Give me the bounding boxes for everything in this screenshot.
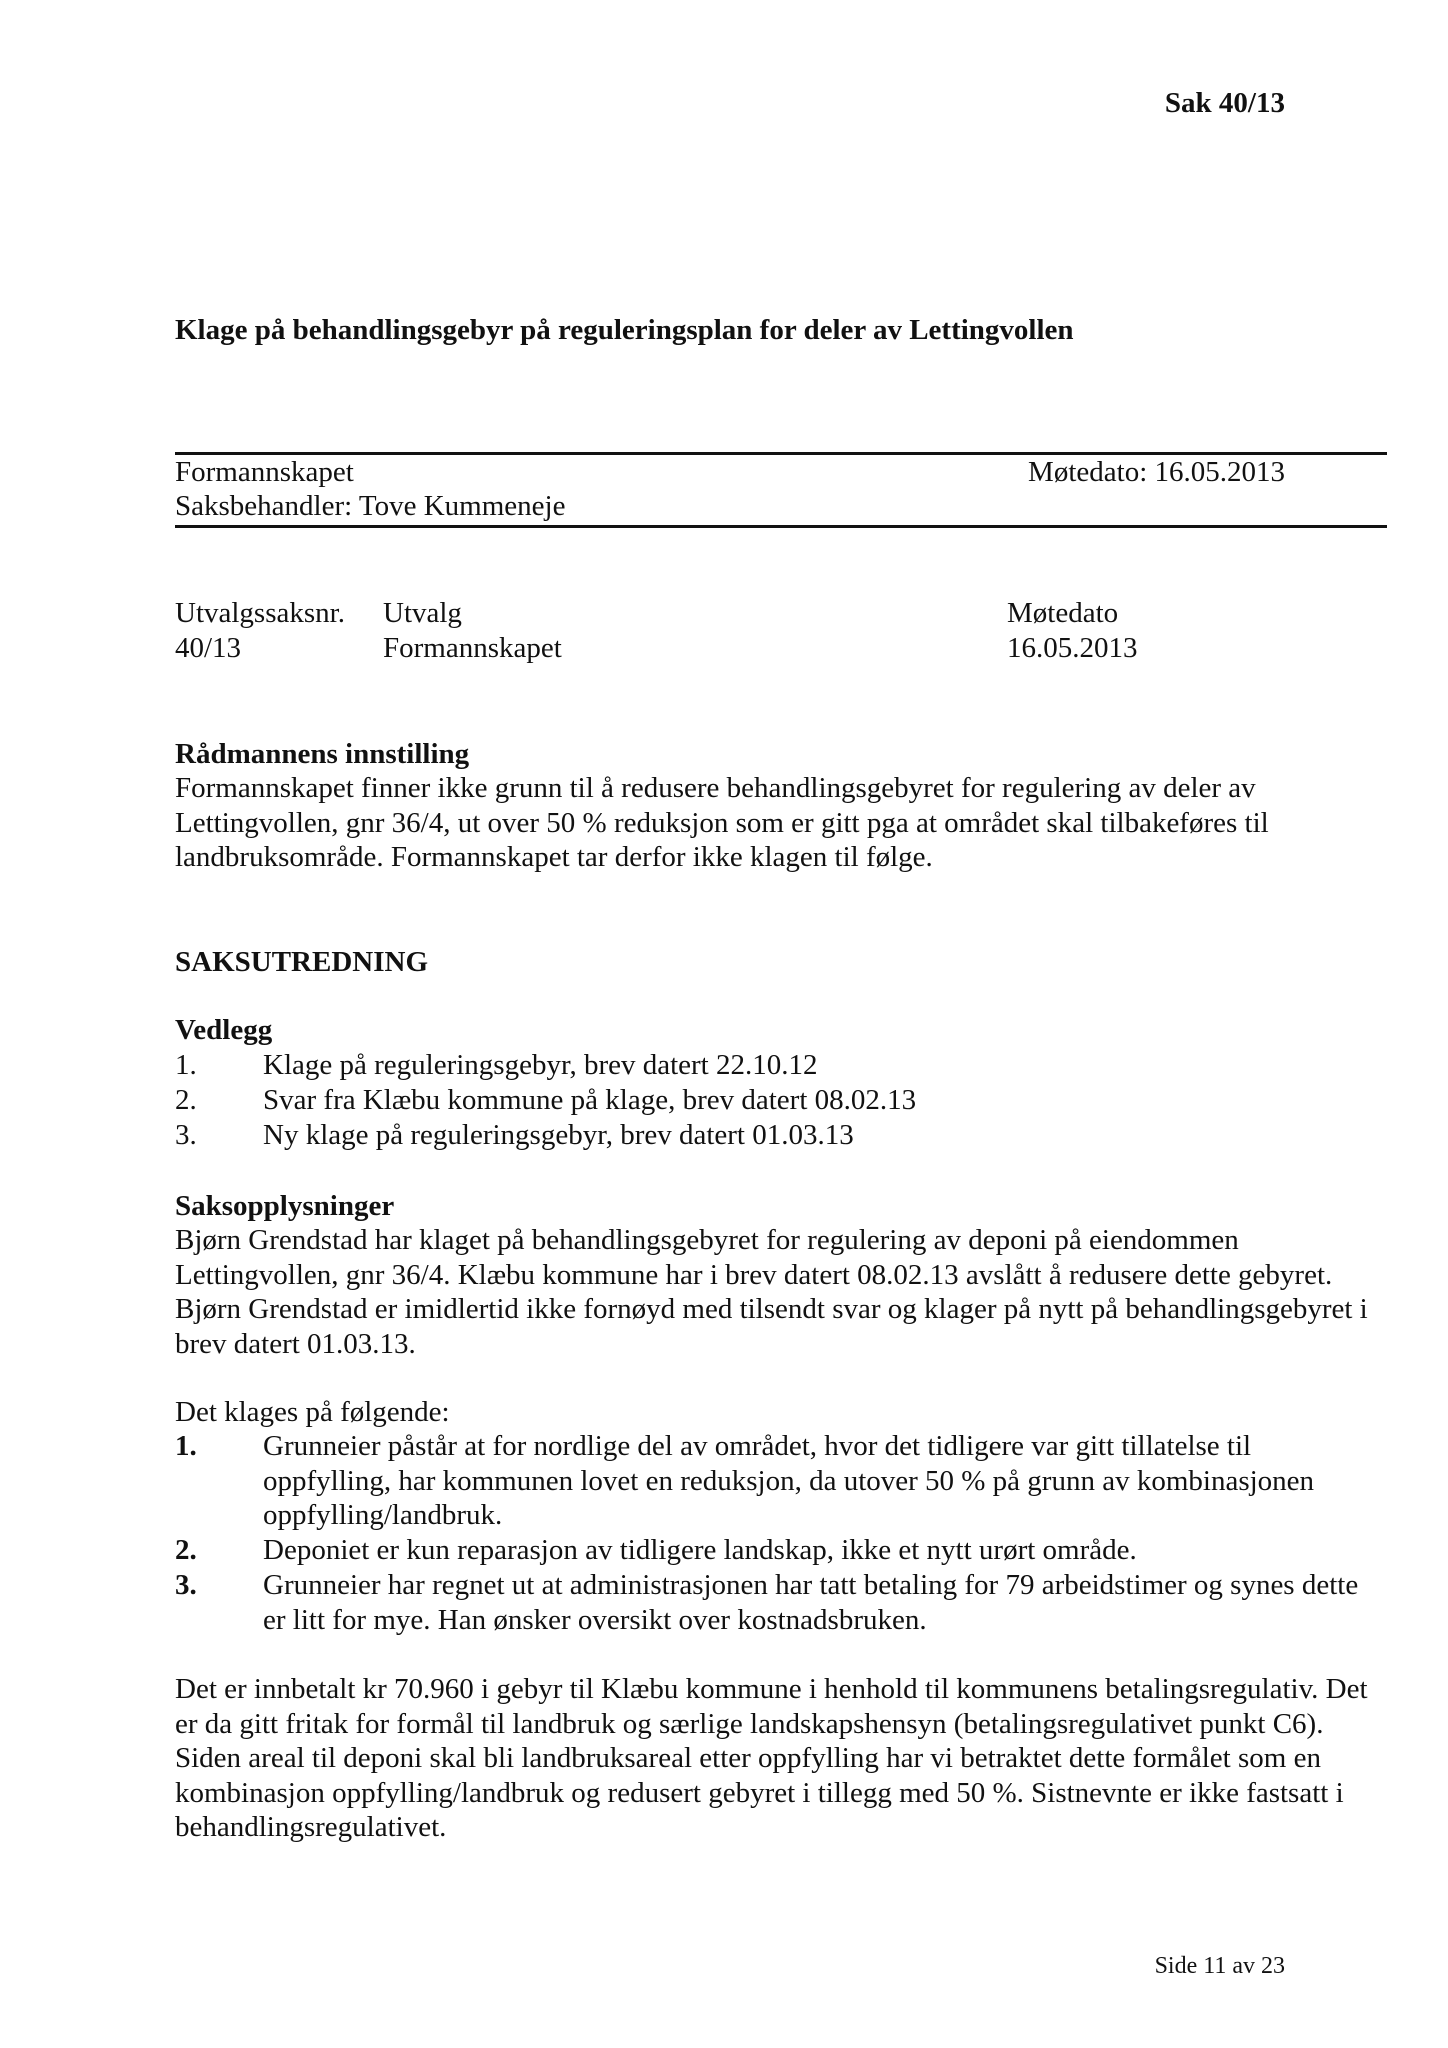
- list-item-number: 3.: [175, 1569, 197, 1601]
- list-item: Grunneier påstår at for nordlige del av området, hvor det tidligere var gitt tillatelse til oppfylling, har kommunen lovet en reduksjon, da utover 50 % på grunn av kombinasjonen oppfylling/landbruk.: [263, 1430, 1315, 1531]
- list-item: Ny klage på reguleringsgebyr, brev datert 01.03.13: [263, 1119, 854, 1151]
- list-item-number: 2.: [175, 1084, 197, 1116]
- complaints-intro: Det klages på følgende:: [175, 1396, 450, 1428]
- table-header-committee: Utvalg: [383, 597, 462, 629]
- table-cell-meeting-date: 16.05.2013: [1007, 632, 1138, 664]
- list-item: Grunneier har regnet ut at administrasjonen har tatt betaling for 79 arbeidstimer og synes dette er litt for mye. Han ønsker oversikt over kostnadsbruken.: [263, 1569, 1359, 1636]
- list-item-number: 1.: [175, 1049, 197, 1081]
- recommendation-heading: Rådmannens innstilling: [175, 738, 470, 770]
- table-header-meeting-date: Møtedato: [1007, 597, 1119, 629]
- section-heading: SAKSUTREDNING: [175, 946, 428, 978]
- page-number: Side 11 av 23: [1154, 1953, 1285, 1979]
- case-info-text: Bjørn Grendstad har klaget på behandlingsgebyret for regulering av deponi på eiendommen Lettingvollen, gnr 36/4. Klæbu kommune har i brev datert 08.02.13 avslått å redusere dette gebyret. Bjørn Grendstad er imidlertid ikke fornøyd med tilsendt svar og klager på nytt på behandlingsgebyret i brev datert 01.03.13.: [175, 1224, 1368, 1360]
- attachments-heading: Vedlegg: [175, 1014, 273, 1046]
- bottom-rule: [175, 525, 1387, 528]
- list-item-number: 2.: [175, 1534, 197, 1566]
- case-info-heading: Saksopplysninger: [175, 1190, 395, 1222]
- list-item-number: 1.: [175, 1430, 197, 1462]
- list-item: Svar fra Klæbu kommune på klage, brev datert 08.02.13: [263, 1084, 917, 1116]
- table-header-case-number: Utvalgssaksnr.: [175, 597, 345, 629]
- list-item: Deponiet er kun reparasjon av tidligere landskap, ikke et nytt urørt område.: [263, 1534, 1137, 1566]
- document-title: Klage på behandlingsgebyr på reguleringsplan for deler av Lettingvollen: [175, 314, 1074, 346]
- list-item: Klage på reguleringsgebyr, brev datert 22.10.12: [263, 1049, 818, 1081]
- recommendation-text: Formannskapet finner ikke grunn til å redusere behandlingsgebyret for regulering av deler av Lettingvollen, gnr 36/4, ut over 50 % reduksjon som er gitt pga at området skal tilbakeføres til landbruksområde. Formannskapet tar derfor ikke klagen til følge.: [175, 772, 1269, 873]
- case-officer: Saksbehandler: Tove Kummeneje: [175, 490, 566, 522]
- committee-name: Formannskapet: [175, 456, 354, 488]
- meeting-date: Møtedato: 16.05.2013: [1028, 456, 1285, 488]
- table-cell-case-number: 40/13: [175, 632, 242, 664]
- table-cell-committee: Formannskapet: [383, 632, 562, 664]
- list-item-number: 3.: [175, 1119, 197, 1151]
- case-reference: Sak 40/13: [1164, 87, 1285, 119]
- payment-text: Det er innbetalt kr 70.960 i gebyr til Klæbu kommune i henhold til kommunens betalingsregulativ. Det er da gitt fritak for formål til landbruk og særlige landskapshensyn (betalingsregulativet punkt C6). Siden areal til deponi skal bli landbruksareal etter oppfylling har vi betraktet dette formålet som en kombinasjon oppfylling/landbruk og redusert gebyret i tillegg med 50 %. Sistnevnte er ikke fastsatt i behandlingsregulativet.: [175, 1673, 1368, 1843]
